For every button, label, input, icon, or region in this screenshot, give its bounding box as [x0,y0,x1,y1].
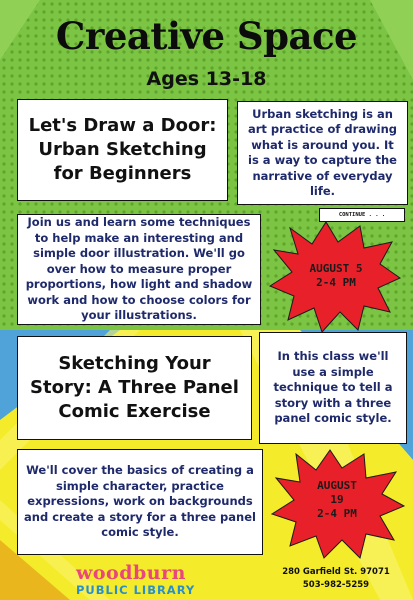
page-title: Creative Space [55,14,358,58]
event1-date [298,262,374,290]
library-phone: 503-982-5259 [302,580,370,590]
event2-date-line1: AUGUST [317,479,357,492]
event2-time-text: 2-4 PM [317,507,357,520]
event2-title: Sketching Your Story: A Three Panel Comic Exercise [30,353,239,422]
event2-description: In this class we'll use a simple technique to tell a story with a three panel comic style. [273,349,393,426]
event2-date [299,479,375,521]
library-logo-subtitle: PUBLIC LIBRARY [76,583,196,597]
event1-title-box [17,99,228,201]
event1-time-text: 2-4 PM [316,276,356,289]
library-address: 280 Garfield St. 97071 [282,567,390,577]
event1-details-box [17,214,261,325]
age-range: Ages 13-18 [146,68,267,90]
library-logo-wordmark: woodburn [76,562,186,584]
library-contact [266,566,406,592]
event2-description-box [259,332,407,444]
event2-title-box [17,336,252,440]
event1-details: Join us and learn some techniques to help make an interesting and simple door illustration. We'll go over how to measure proper proportions, how light and shadow work and how to choose colors for your illustrations. [25,215,253,323]
event1-description: Urban sketching is an art practice of drawing what is around you. It is a way to capture the narrative of everyday life. [247,106,398,198]
continue-label: CONTINUE . . . [338,212,386,218]
event2-details-box [17,449,263,555]
event1-description-box [237,101,408,205]
event2-details: We'll cover the basics of creating a simple character, practice expressions, work on backgrounds and create a story for a three panel comic style. [24,463,256,540]
event2-date-line2: 19 [330,493,344,506]
event1-title: Let's Draw a Door: Urban Sketching for Beginners [28,115,217,184]
event1-date-text: AUGUST 5 [309,262,363,275]
